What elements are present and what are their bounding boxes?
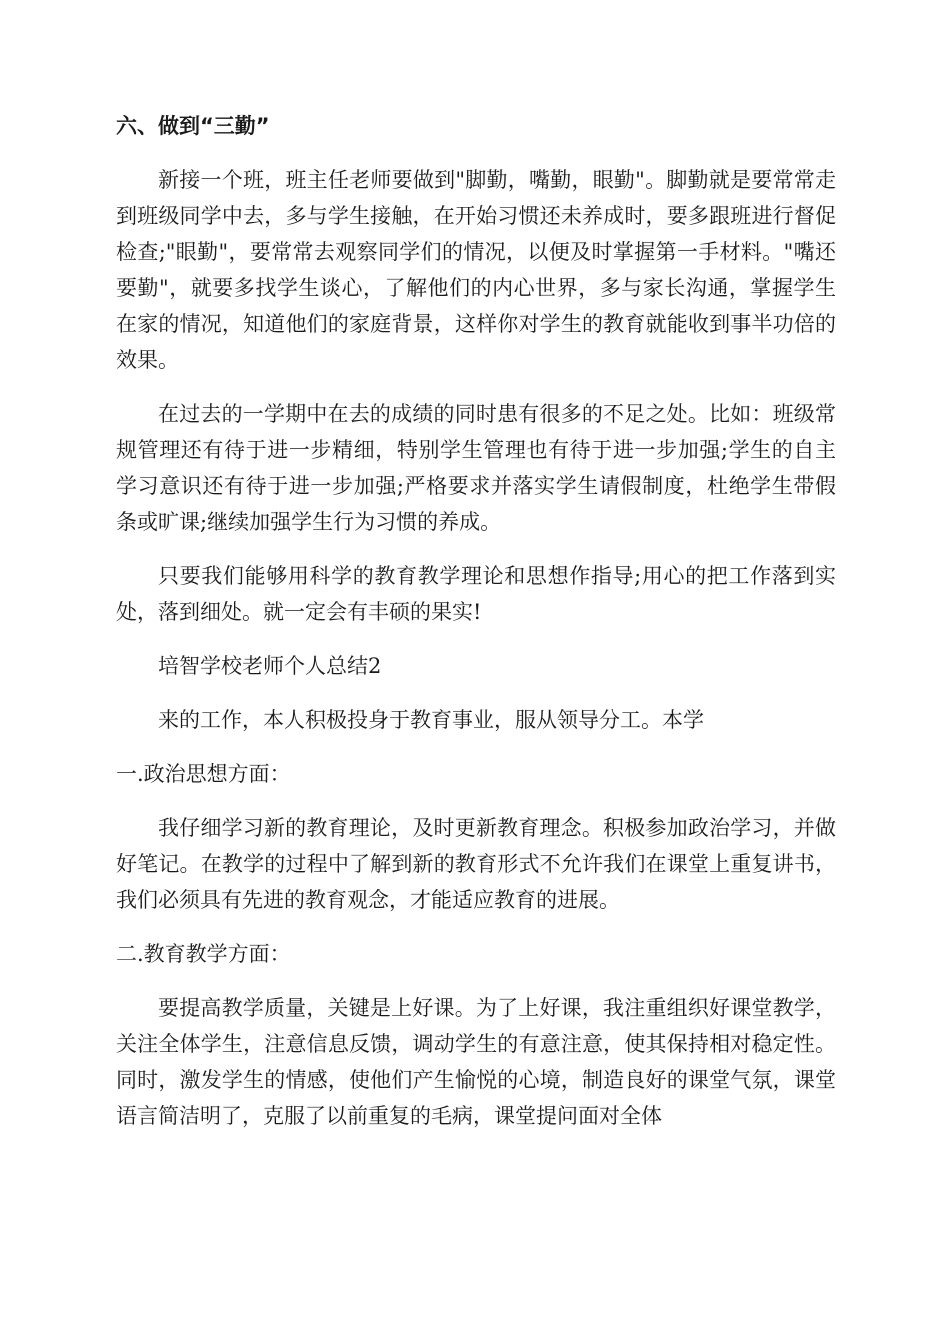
document-subtitle: 培智学校老师个人总结2 [158,654,382,678]
paragraph-intro: 来的工作，本人积极投身于教育事业，服从领导分工。本学 [158,708,704,732]
section-heading: 六、做到“三勤” [116,114,270,138]
paragraph-three-diligences: 新接一个班，班主任老师要做到"脚勤，嘴勤，眼勤"。脚勤就是要常常走到班级同学中去，多与学生接触，在开始习惯还未养成时，要多跟班进行督促检查;"眼勤"，要常常去观察同学们的情况，以便及时掌握第一手材料。"嘴还要勤"，就要多找学生谈心，了解他们的内心世界，多与家长沟通，掌握学生在家的情况，知道他们的家庭背景，这样你对学生的教育就能收到事半功倍的效果。 [116,168,836,372]
paragraph-teaching: 要提高教学质量，关键是上好课。为了上好课，我注重组织好课堂教学，关注全体学生，注意信息反馈，调动学生的有意注意，使其保持相对稳定性。同时，激发学生的情感，使他们产生愉悦的心境，制造良好的课堂气氛，课堂语言简洁明了，克服了以前重复的毛病，课堂提问面对全体 [116,996,836,1128]
paragraph-conclusion: 只要我们能够用科学的教育教学理论和思想作指导;用心的把工作落到实处，落到细处。就一定会有丰硕的果实! [116,564,836,624]
paragraph-shortcomings: 在过去的一学期中在去的成绩的同时患有很多的不足之处。比如：班级常规管理还有待于进一步精细，特别学生管理也有待于进一步加强;学生的自主学习意识还有待于进一步加强;严格要求并落实学生请假制度，杜绝学生带假条或旷课;继续加强学生行为习惯的养成。 [116,402,836,534]
section-heading-teaching: 二.教育教学方面： [116,942,291,966]
paragraph-politics: 我仔细学习新的教育理论，及时更新教育理念。积极参加政治学习，并做好笔记。在教学的过程中了解到新的教育形式不允许我们在课堂上重复讲书，我们必须具有先进的教育观念，才能适应教育的进展。 [116,816,836,912]
document-page [116,108,836,1152]
section-heading-politics: 一.政治思想方面： [116,762,291,786]
